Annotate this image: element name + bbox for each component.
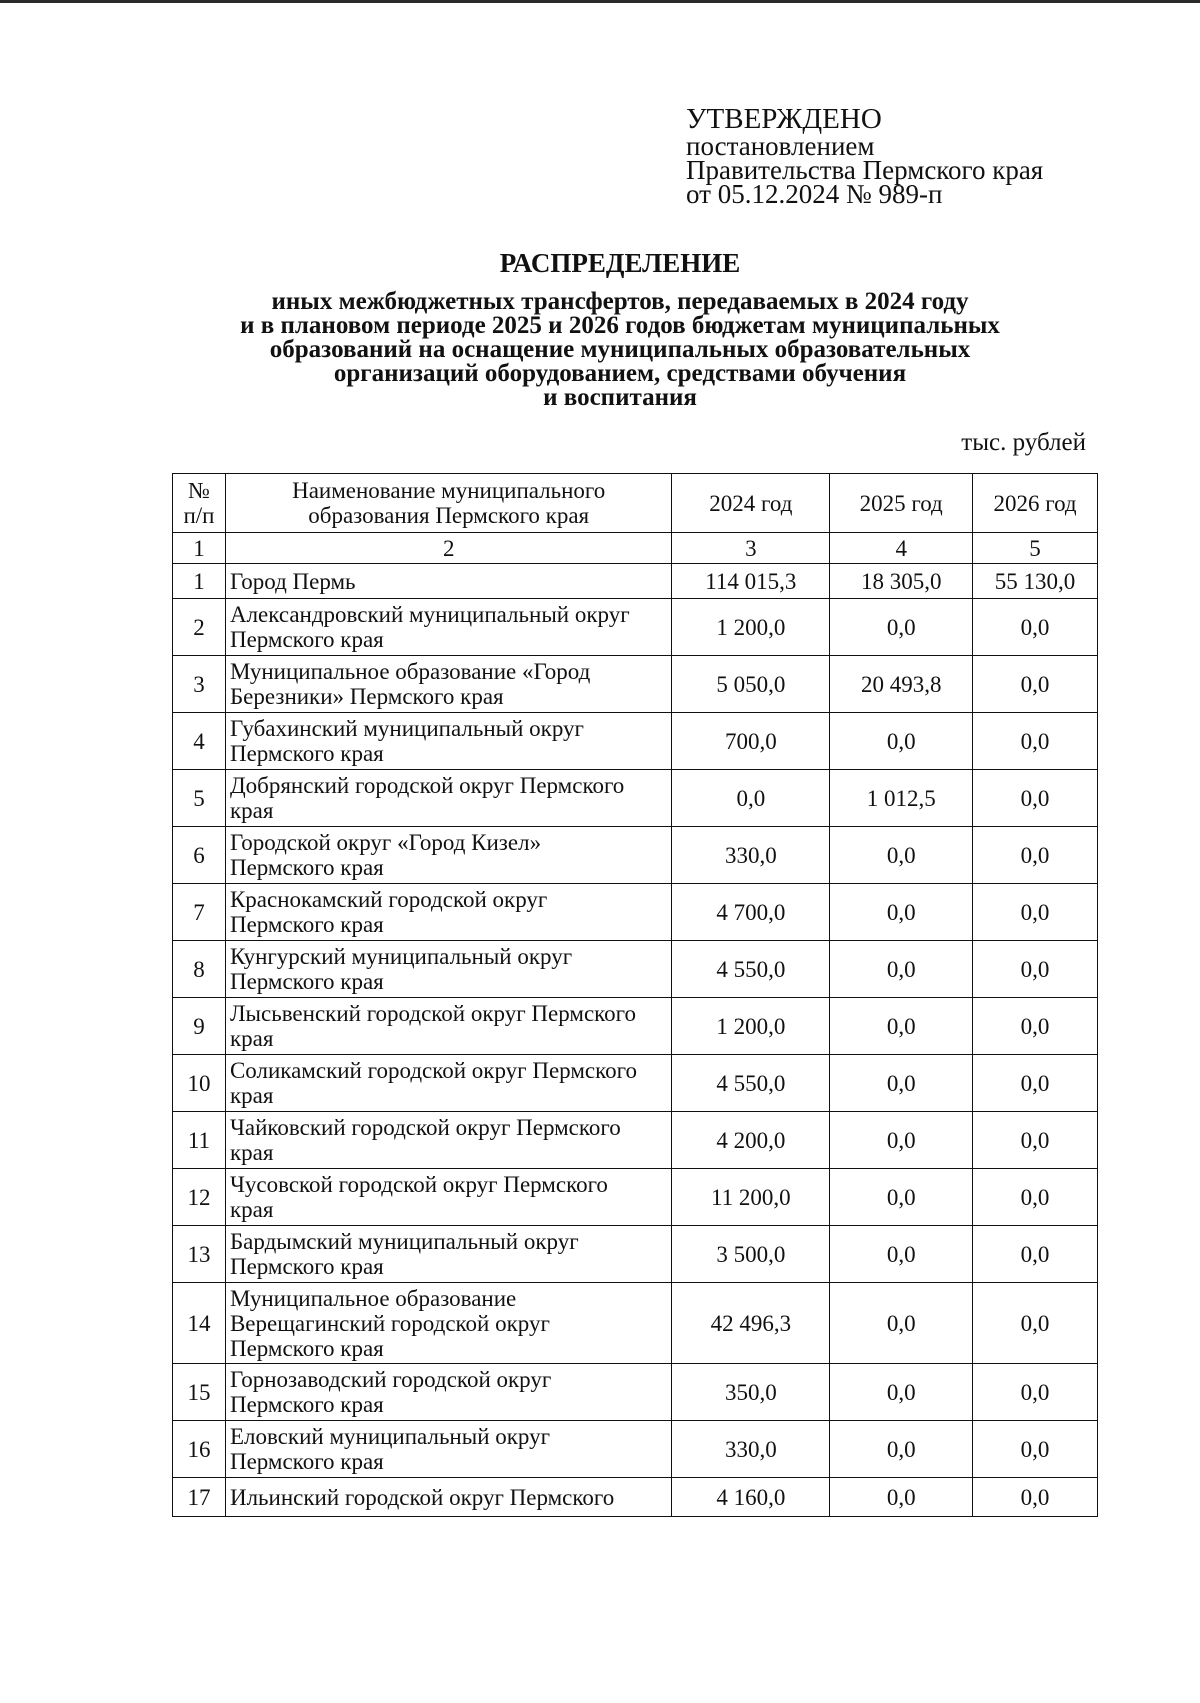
- municipality-name-line: Ильинский городской округ Пермского: [229, 1484, 615, 1510]
- value-2024: 0,0: [672, 770, 830, 827]
- distribution-table: [172, 473, 1098, 1517]
- municipality-name-line: Городской округ «Город Кизел»: [229, 830, 542, 855]
- value-2024: 330,0: [672, 827, 830, 884]
- value-2026: 0,0: [973, 656, 1098, 713]
- table-row: [173, 1055, 1098, 1112]
- value-2025: 0,0: [830, 1283, 973, 1364]
- row-number: 16: [173, 1421, 226, 1478]
- table-row: [173, 1421, 1098, 1478]
- row-number: 6: [173, 827, 226, 884]
- value-2024: 330,0: [672, 1421, 830, 1478]
- municipality-name: [225, 1226, 672, 1283]
- table-row: [173, 1283, 1098, 1364]
- table-row: [173, 1169, 1098, 1226]
- municipality-name: [225, 656, 672, 713]
- header-number-line: №: [188, 478, 210, 503]
- column-number: 1: [173, 533, 226, 564]
- title-subtitle: [170, 290, 1070, 410]
- table-row: [173, 1226, 1098, 1283]
- row-number: 8: [173, 941, 226, 998]
- row-number: 9: [173, 998, 226, 1055]
- value-2026: 0,0: [973, 1055, 1098, 1112]
- value-2026: 0,0: [973, 827, 1098, 884]
- table-row: [173, 1364, 1098, 1421]
- table-row: [173, 1478, 1098, 1517]
- value-2026: 0,0: [973, 1421, 1098, 1478]
- value-2024: 4 200,0: [672, 1112, 830, 1169]
- row-number: 1: [173, 564, 226, 599]
- value-2026: 0,0: [973, 884, 1098, 941]
- title-line: и в плановом периоде 2025 и 2026 годов бюджетам муниципальных: [240, 312, 1000, 339]
- value-2025: 0,0: [830, 998, 973, 1055]
- municipality-name-line: Пермского края: [229, 1254, 384, 1279]
- municipality-name-line: Бардымский муниципальный округ: [229, 1229, 579, 1254]
- row-number: 11: [173, 1112, 226, 1169]
- value-2024: 1 200,0: [672, 599, 830, 656]
- row-number: 14: [173, 1283, 226, 1364]
- value-2026: 0,0: [973, 1112, 1098, 1169]
- municipality-name: [225, 941, 672, 998]
- header-name-line: образования Пермского края: [308, 503, 590, 528]
- municipality-name-line: Соликамский городской округ Пермского: [229, 1058, 637, 1083]
- value-2026: 0,0: [973, 599, 1098, 656]
- municipality-name: [225, 884, 672, 941]
- municipality-name-line: Добрянский городской округ Пермского: [229, 773, 625, 798]
- municipality-name-line: Пермского края: [229, 741, 384, 766]
- municipality-name-line: Пермского края: [229, 1335, 384, 1361]
- municipality-name: [225, 1364, 672, 1421]
- municipality-name-line: Краснокамский городской округ: [229, 887, 548, 912]
- value-2026: 0,0: [973, 1478, 1098, 1517]
- municipality-name: [225, 564, 672, 599]
- municipality-name: [225, 1421, 672, 1478]
- value-2025: 18 305,0: [830, 564, 973, 599]
- municipality-name: [225, 1112, 672, 1169]
- column-number: 2: [225, 533, 672, 564]
- value-2026: 0,0: [973, 1226, 1098, 1283]
- value-2025: 1 012,5: [830, 770, 973, 827]
- table-row: [173, 656, 1098, 713]
- approval-stamp: [686, 103, 1044, 209]
- value-2024: 3 500,0: [672, 1226, 830, 1283]
- row-number: 12: [173, 1169, 226, 1226]
- header-number-line: п/п: [183, 503, 215, 528]
- table-row: [173, 1112, 1098, 1169]
- municipality-name-line: Город Пермь: [229, 568, 356, 594]
- title-line: организаций оборудованием, средствами обучения: [333, 360, 907, 387]
- row-number: 3: [173, 656, 226, 713]
- table-header-row: [173, 474, 1098, 533]
- municipality-name: [225, 713, 672, 770]
- municipality-name-line: края: [229, 798, 274, 823]
- municipality-name-line: Пермского края: [229, 969, 384, 994]
- column-number-row: [173, 533, 1098, 564]
- municipality-name-line: края: [229, 1026, 274, 1051]
- table-row: [173, 564, 1098, 599]
- municipality-name: [225, 998, 672, 1055]
- municipality-name-line: Пермского края: [229, 912, 384, 937]
- approval-line-1: постановлением: [686, 131, 875, 161]
- value-2026: 0,0: [973, 713, 1098, 770]
- value-2026: 0,0: [973, 1364, 1098, 1421]
- municipality-name: [225, 770, 672, 827]
- value-2025: 0,0: [830, 884, 973, 941]
- value-2024: 350,0: [672, 1364, 830, 1421]
- municipality-name-line: края: [229, 1197, 274, 1222]
- table-row: [173, 713, 1098, 770]
- header-2025: 2025 год: [830, 474, 973, 533]
- table-row: [173, 998, 1098, 1055]
- value-2025: 0,0: [830, 1226, 973, 1283]
- municipality-name-line: Лысьвенский городской округ Пермского: [229, 1001, 637, 1026]
- value-2024: 4 160,0: [672, 1478, 830, 1517]
- approval-heading: УТВЕРЖДЕНО: [686, 103, 882, 135]
- value-2025: 0,0: [830, 1421, 973, 1478]
- row-number: 15: [173, 1364, 226, 1421]
- row-number: 4: [173, 713, 226, 770]
- municipality-name-line: Верещагинский городской округ: [229, 1310, 550, 1336]
- municipality-name-line: Муниципальное образование «Город: [229, 659, 591, 684]
- value-2025: 0,0: [830, 1478, 973, 1517]
- municipality-name-line: края: [229, 1140, 274, 1165]
- value-2025: 20 493,8: [830, 656, 973, 713]
- municipality-name-line: Горнозаводский городской округ: [229, 1367, 552, 1392]
- value-2025: 0,0: [830, 827, 973, 884]
- value-2025: 0,0: [830, 599, 973, 656]
- value-2026: 0,0: [973, 770, 1098, 827]
- header-2024: 2024 год: [672, 474, 830, 533]
- value-2024: 4 550,0: [672, 941, 830, 998]
- column-number: 4: [830, 533, 973, 564]
- municipality-name-line: Чайковский городской округ Пермского: [229, 1115, 621, 1140]
- table-row: [173, 884, 1098, 941]
- value-2024: 11 200,0: [672, 1169, 830, 1226]
- municipality-name: [225, 599, 672, 656]
- value-2024: 4 700,0: [672, 884, 830, 941]
- approval-line-2: Правительства Пермского края: [686, 155, 1044, 185]
- municipality-name: [225, 1478, 672, 1517]
- row-number: 5: [173, 770, 226, 827]
- table-row: [173, 599, 1098, 656]
- header-name-line: Наименование муниципального: [292, 478, 606, 503]
- value-2026: 0,0: [973, 941, 1098, 998]
- value-2024: 4 550,0: [672, 1055, 830, 1112]
- row-number: 2: [173, 599, 226, 656]
- municipality-name: [225, 1169, 672, 1226]
- header-name: [225, 474, 672, 533]
- header-2026: 2026 год: [973, 474, 1098, 533]
- value-2024: 5 050,0: [672, 656, 830, 713]
- municipality-name: [225, 827, 672, 884]
- row-number: 17: [173, 1478, 226, 1517]
- value-2025: 0,0: [830, 1112, 973, 1169]
- value-2025: 0,0: [830, 941, 973, 998]
- value-2026: 0,0: [973, 998, 1098, 1055]
- header-number: [173, 474, 226, 533]
- municipality-name-line: Пермского края: [229, 855, 384, 880]
- value-2025: 0,0: [830, 1169, 973, 1226]
- municipality-name: [225, 1283, 672, 1364]
- municipality-name-line: Пермского края: [229, 1449, 384, 1474]
- municipality-name-line: Александровский муниципальный округ: [229, 602, 630, 627]
- value-2025: 0,0: [830, 1055, 973, 1112]
- value-2024: 700,0: [672, 713, 830, 770]
- scan-top-edge: [0, 0, 1200, 3]
- municipality-name-line: Муниципальное образование: [229, 1285, 517, 1311]
- municipality-name: [225, 1055, 672, 1112]
- municipality-name-line: Губахинский муниципальный округ: [229, 716, 584, 741]
- municipality-name-line: Кунгурский муниципальный округ: [229, 944, 573, 969]
- value-2026: 0,0: [973, 1283, 1098, 1364]
- title-line: иных межбюджетных трансфертов, передаваемых в 2024 году: [271, 288, 969, 315]
- column-number: 5: [973, 533, 1098, 564]
- municipality-name-line: Березники» Пермского края: [229, 684, 504, 709]
- municipality-name-line: края: [229, 1083, 274, 1108]
- column-number: 3: [672, 533, 830, 564]
- document-title: [170, 248, 1070, 410]
- title-line: образований на оснащение муниципальных образовательных: [269, 336, 971, 363]
- approval-line-3: от 05.12.2024 № 989-п: [686, 179, 943, 209]
- value-2024: 1 200,0: [672, 998, 830, 1055]
- municipality-name-line: Пермского края: [229, 627, 384, 652]
- value-2024: 114 015,3: [672, 564, 830, 599]
- value-2026: 55 130,0: [973, 564, 1098, 599]
- municipality-name-line: Чусовской городской округ Пермского: [229, 1172, 608, 1197]
- title-line: и воспитания: [543, 384, 697, 411]
- value-2026: 0,0: [973, 1169, 1098, 1226]
- row-number: 10: [173, 1055, 226, 1112]
- table-row: [173, 770, 1098, 827]
- row-number: 13: [173, 1226, 226, 1283]
- value-2025: 0,0: [830, 1364, 973, 1421]
- units-label: тыс. рублей: [961, 429, 1086, 456]
- municipality-name-line: Пермского края: [229, 1392, 384, 1417]
- row-number: 7: [173, 884, 226, 941]
- title-main: РАСПРЕДЕЛЕНИЕ: [499, 248, 741, 278]
- table-row: [173, 827, 1098, 884]
- value-2025: 0,0: [830, 713, 973, 770]
- municipality-name-line: Еловский муниципальный округ: [229, 1424, 551, 1449]
- value-2024: 42 496,3: [672, 1283, 830, 1364]
- table-row: [173, 941, 1098, 998]
